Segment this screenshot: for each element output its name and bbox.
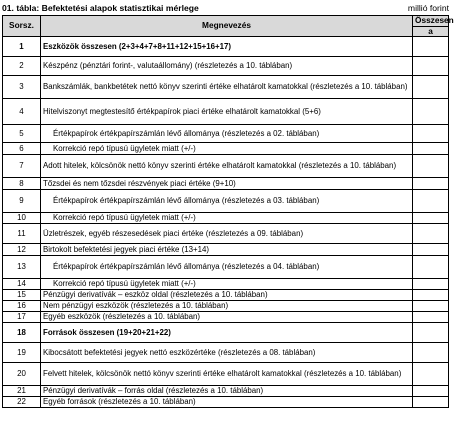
row-label: Értékpapírok értékpapírszámlán lévő állománya (részletezés a 02. táblában) — [41, 125, 413, 143]
row-value-cell — [413, 386, 449, 397]
row-label: Értékpapírok értékpapírszámlán lévő állománya (részletezés a 04. táblában) — [41, 256, 413, 279]
row-value-cell — [413, 213, 449, 224]
table-row — [3, 244, 449, 256]
row-number: 9 — [3, 190, 41, 213]
table-header — [3, 15, 454, 37]
table-row — [3, 397, 449, 408]
table-row — [3, 37, 449, 57]
row-number: 3 — [3, 76, 41, 99]
row-value-cell — [413, 290, 449, 301]
table-row — [3, 323, 449, 343]
row-label: Pénzügyi derivatívák – eszköz oldal (részletezés a 10. táblában) — [41, 290, 413, 301]
row-number: 21 — [3, 386, 41, 397]
row-number: 18 — [3, 323, 41, 343]
row-value-cell — [413, 155, 449, 178]
row-label: Készpénz (pénztári forint-, valutaállomány) (részletezés a 10. táblában) — [41, 57, 413, 76]
row-label: Értékpapírok értékpapírszámlán lévő állománya (részletezés a 03. táblában) — [41, 190, 413, 213]
row-value-cell — [413, 343, 449, 363]
row-value-cell — [413, 363, 449, 386]
row-value-cell — [413, 312, 449, 323]
row-label: Bankszámlák, bankbetétek nettó könyv szerinti értéke elhatárolt kamatokkal (részletezés a 10. táblában) — [41, 76, 413, 99]
row-label: Kibocsátott befektetési jegyek nettó eszközértéke (részletezés a 08. táblában) — [41, 343, 413, 363]
row-value-cell — [413, 99, 449, 125]
row-value-cell — [413, 397, 449, 408]
table-row — [3, 155, 449, 178]
row-label: Egyéb források (részletezés a 10. táblában) — [41, 397, 413, 408]
balance-sheet-table — [2, 15, 454, 408]
row-number: 10 — [3, 213, 41, 224]
row-number: 17 — [3, 312, 41, 323]
row-number: 16 — [3, 301, 41, 312]
row-label: Tőzsdei és nem tőzsdei részvények piaci értéke (9+10) — [41, 178, 413, 190]
table-row — [3, 190, 449, 213]
table-row — [3, 290, 449, 301]
row-number: 20 — [3, 363, 41, 386]
row-value-cell — [413, 57, 449, 76]
row-number: 7 — [3, 155, 41, 178]
column-header-value-sub: a — [413, 26, 449, 37]
row-label: Korrekció repó típusú ügyletek miatt (+/-) — [41, 279, 413, 290]
table-row — [3, 99, 449, 125]
table-row — [3, 125, 449, 143]
column-header-value: Összesen — [413, 16, 449, 27]
table-row — [3, 178, 449, 190]
row-number: 4 — [3, 99, 41, 125]
table-row — [3, 363, 449, 386]
table-row — [3, 57, 449, 76]
column-header-number: Sorsz. — [3, 16, 41, 37]
table-row — [3, 213, 449, 224]
row-value-cell — [413, 301, 449, 312]
row-number: 6 — [3, 143, 41, 155]
row-label: Hitelviszonyt megtestesítő értékpapírok piaci értéke elhatárolt kamatokkal (5+6) — [41, 99, 413, 125]
row-label: Eszközök összesen (2+3+4+7+8+11+12+15+16+17) — [41, 37, 413, 57]
row-label: Források összesen (19+20+21+22) — [41, 323, 413, 343]
row-value-cell — [413, 178, 449, 190]
row-value-cell — [413, 279, 449, 290]
row-number: 15 — [3, 290, 41, 301]
table-caption — [2, 1, 449, 15]
row-number: 8 — [3, 178, 41, 190]
row-number: 12 — [3, 244, 41, 256]
row-label: Korrekció repó típusú ügyletek miatt (+/-) — [41, 143, 413, 155]
table-row — [3, 386, 449, 397]
row-value-cell — [413, 323, 449, 343]
table-row — [3, 312, 449, 323]
table-row — [3, 343, 449, 363]
table-row — [3, 279, 449, 290]
row-number: 19 — [3, 343, 41, 363]
row-number: 11 — [3, 224, 41, 244]
row-number: 2 — [3, 57, 41, 76]
table-row — [3, 76, 449, 99]
table-row — [3, 301, 449, 312]
row-label: Korrekció repó típusú ügyletek miatt (+/-) — [41, 213, 413, 224]
row-value-cell — [413, 256, 449, 279]
row-label: Egyéb eszközök (részletezés a 10. táblában) — [41, 312, 413, 323]
row-label: Nem pénzügyi eszközök (részletezés a 10. táblában) — [41, 301, 413, 312]
row-label: Üzletrészek, egyéb részesedések piaci értéke (részletezés a 09. táblában) — [41, 224, 413, 244]
table-title: 01. tábla: Befektetési alapok statisztikai mérlege — [2, 3, 199, 13]
row-value-cell — [413, 143, 449, 155]
table-body — [3, 37, 449, 408]
row-label: Pénzügyi derivatívák – forrás oldal (részletezés a 10. táblában) — [41, 386, 413, 397]
row-number: 22 — [3, 397, 41, 408]
row-value-cell — [413, 244, 449, 256]
row-label: Felvett hitelek, kölcsönök nettó könyv szerinti értéke elhatárolt kamatokkal (részletezés a 10. táblában) — [41, 363, 413, 386]
unit-label: millió forint — [407, 3, 449, 13]
row-value-cell — [413, 76, 449, 99]
row-label: Birtokolt befektetési jegyek piaci értéke (13+14) — [41, 244, 413, 256]
column-header-name: Megnevezés — [41, 16, 413, 37]
table-row — [3, 143, 449, 155]
row-number: 13 — [3, 256, 41, 279]
row-number: 1 — [3, 37, 41, 57]
table-row — [3, 224, 449, 244]
row-value-cell — [413, 224, 449, 244]
row-value-cell — [413, 125, 449, 143]
table-row — [3, 256, 449, 279]
row-value-cell — [413, 37, 449, 57]
row-number: 5 — [3, 125, 41, 143]
row-label: Adott hitelek, kölcsönök nettó könyv szerinti értéke elhatárolt kamatokkal (részletezés a 10. táblában) — [41, 155, 413, 178]
row-number: 14 — [3, 279, 41, 290]
row-value-cell — [413, 190, 449, 213]
